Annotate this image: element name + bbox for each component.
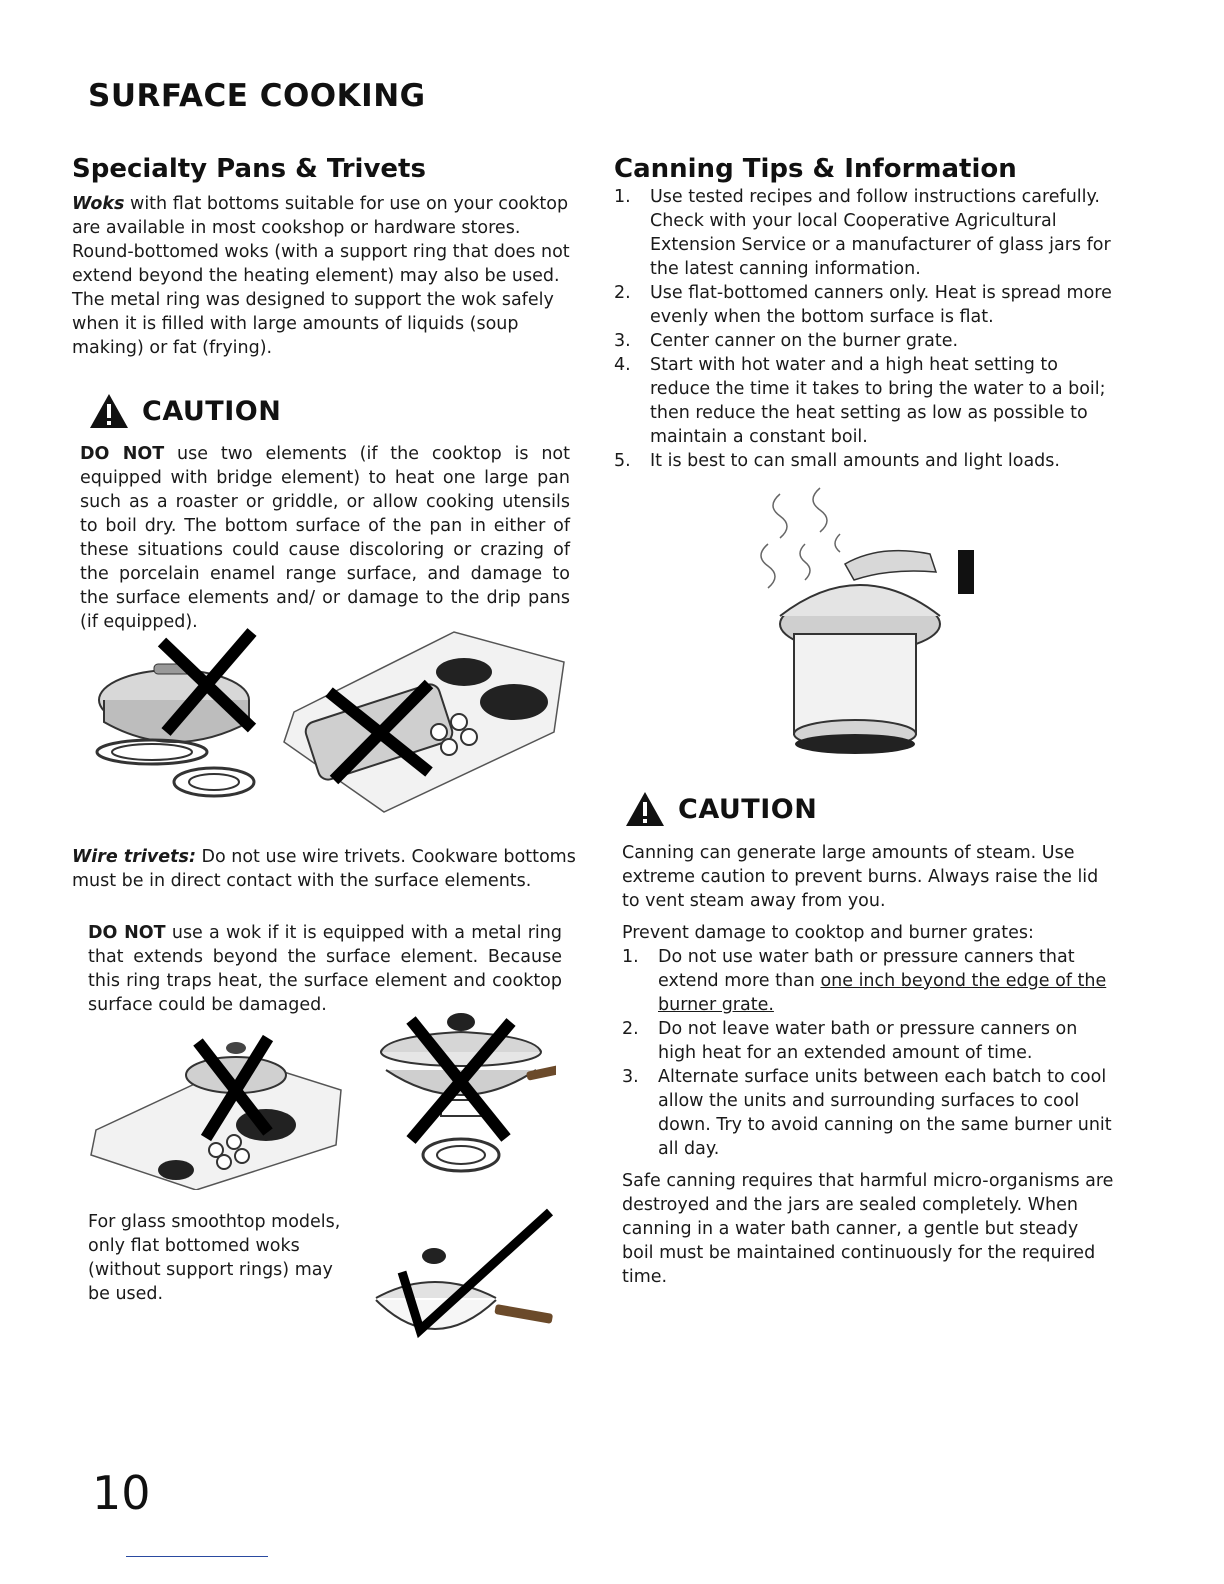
caution-heading-left	[88, 392, 281, 430]
wire-trivets-lead: Wire trivets:	[72, 847, 196, 867]
smoothtop-paragraph: For glass smoothtop models, only flat bottomed woks (without support rings) may be used.	[88, 1212, 341, 1304]
page-number: 10	[92, 1466, 151, 1520]
roaster-griddle-illustration	[84, 622, 574, 818]
list-item: 5. It is best to can small amounts and light loads.	[614, 451, 1060, 471]
list-item: 1. Use tested recipes and follow instructions carefully. Check with your local Cooperative Agricultural Extension Service or a manufacturer of glass jars for the latest canning information.	[614, 187, 1111, 279]
caution-paragraph-left	[80, 442, 570, 634]
woks-lead: Woks	[72, 194, 125, 214]
list-item: 2. Do not leave water bath or pressure canners on high heat for an extended amount of time.	[622, 1019, 1078, 1063]
steam-swirls	[761, 488, 840, 588]
caution-intro-right: Canning can generate large amounts of steam. Use extreme caution to prevent burns. Always raise the lid to vent steam away from you.	[622, 843, 1099, 911]
wok-ring-text: use a wok if it is equipped with a metal ring that extends beyond the surface element. Because this ring traps heat, the surface element and cooktop surface could be damaged.	[88, 923, 562, 1015]
caution-text-left: use two elements (if the cooktop is not equipped with bridge element) to heat one large pan such as a roaster or griddle, or allow cooking utensils to boil dry. The bottom surface of the pan in either of these situations could cause discoloring or crazing of the porcelain enamel range surface, and damage to the surface elements and/ or damage to the drip pans (if equipped).	[80, 444, 570, 632]
wire-trivets-paragraph	[72, 845, 582, 893]
caution-label-left: CAUTION	[142, 395, 282, 427]
prevent-damage-text: Prevent damage to cooktop and burner grates:	[622, 923, 1034, 943]
page-title: SURFACE COOKING	[88, 78, 426, 114]
caution-label-right: CAUTION	[678, 793, 818, 825]
wok-ring-lead: DO NOT	[88, 923, 166, 943]
canner-steam-illustration	[750, 484, 980, 756]
hand-drawing	[845, 551, 936, 580]
footer-rule	[126, 1556, 268, 1557]
list-item: 1. Do not use water bath or pressure canners that extend more than one inch beyond the edge of the burner grate.	[622, 947, 1107, 1015]
flat-wok-illustration	[366, 1208, 562, 1342]
wok-ring-paragraph	[88, 921, 562, 1017]
griddle-cooktop-drawing	[284, 632, 564, 812]
list-item: 4. Start with hot water and a high heat setting to reduce the time it takes to bring the water to a boil; then reduce the heat setting as low as possible to maintain a constant boil.	[614, 355, 1106, 447]
prevent-damage-list	[622, 945, 1112, 1161]
woks-text: with flat bottoms suitable for use on your cooktop are available in most cookshop or hardware stores. Round-bottomed woks (with a support ring that does not extend beyond the heating element) may also be used. The metal ring was designed to support the wok safely when it is filled with large amounts of liquids (soup making) or fat (frying).	[72, 194, 570, 358]
caution-lead-left: DO NOT	[80, 444, 165, 464]
caution-heading-right	[624, 790, 817, 828]
safe-canning-paragraph: Safe canning requires that harmful micro-organisms are destroyed and the jars are sealed completely. When canning in a water bath canner, a gentle but steady boil must be maintained continuously for the required time.	[622, 1171, 1114, 1287]
section-heading-canning: Canning Tips & Information	[614, 154, 1017, 184]
list-item: 3. Alternate surface units between each batch to cool allow the units and surrounding surfaces to cool down. Try to avoid canning on the same burner unit all day.	[622, 1067, 1112, 1159]
wire-trivets-text: Do not use wire trivets. Cookware bottoms must be in direct contact with the surface elements.	[72, 847, 576, 891]
list-item: 2. Use flat-bottomed canners only. Heat is spread more evenly when the bottom surface is flat.	[614, 283, 1112, 327]
warning-triangle-icon	[624, 790, 666, 828]
canning-tips-list	[614, 185, 1114, 473]
warning-triangle-icon	[88, 392, 130, 430]
section-heading-specialty-pans: Specialty Pans & Trivets	[72, 154, 426, 184]
list-item: 3. Center canner on the burner grate.	[614, 331, 959, 351]
wok-ring-illustration	[86, 1010, 556, 1190]
woks-paragraph	[72, 192, 572, 360]
